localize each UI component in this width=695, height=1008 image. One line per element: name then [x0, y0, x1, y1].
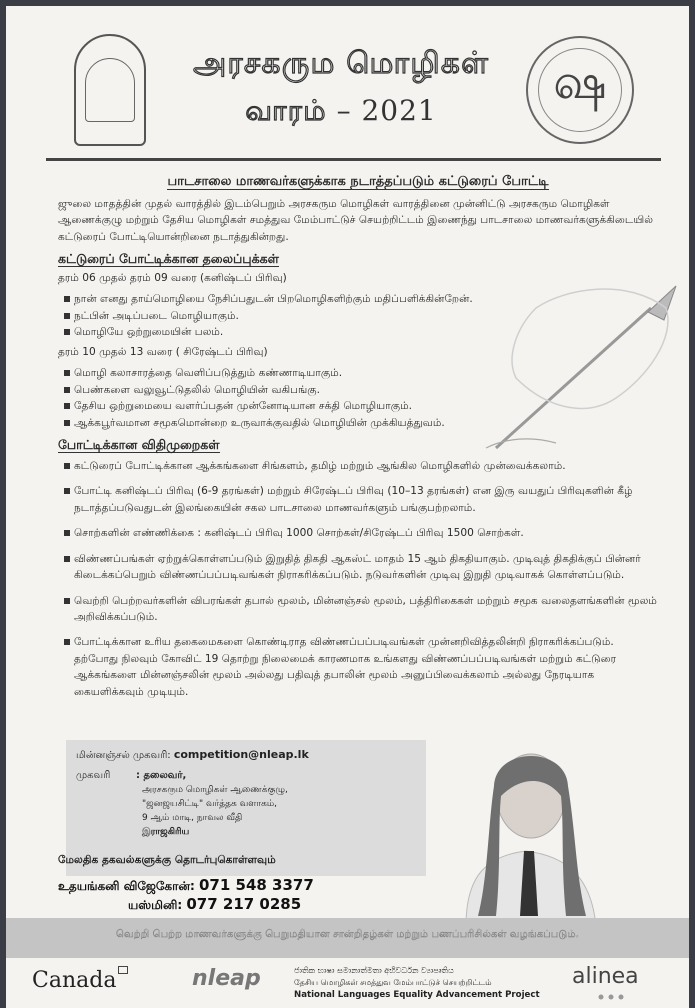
list-item: நான் எனது தாய்மொழியை நேசிப்பதுடன் பிறமொழிகளிற்கும் மதிப்பளிக்கின்றேன். — [64, 291, 658, 307]
contact-name: உதயங்கனி விஜேகோன்: — [58, 879, 195, 893]
languages-commission-logo-icon — [526, 36, 634, 144]
header — [6, 6, 689, 166]
canada-flag-icon — [118, 966, 128, 974]
prize-band — [6, 918, 689, 958]
junior-grade-label: தரம் 06 முதல் தரம் 09 வரை (கனிஷ்டப் பிரிவு) — [58, 272, 287, 285]
list-item: நட்பின் அடிப்படை மொழியாகும். — [64, 308, 658, 324]
lion-seal-icon — [85, 58, 135, 122]
list-item: மொழியே ஒற்றுமையின் பலம். — [64, 324, 658, 340]
list-item: மொழி கலாசாரத்தை வெளிப்படுத்தும் கண்ணாடியாகும். — [64, 365, 658, 381]
org-name-sinhala: ජාතික භාෂා සමානාත්මතා අභිවර්ධන ව්‍යාපෘතිය — [294, 966, 454, 975]
list-item: போட்டி கனிஷ்டப் பிரிவு (6-9 தரங்கள்) மற்றும் சிரேஷ்டப் பிரிவு (10–13 தரங்கள்) என இரு வயதுப் பிரிவுகளின் கீழ் நடாத்தப்படுவதுடன் இலங்கையின் சகல பாடசாலை மாணவர்களும் பங்குபற்றலாம். — [64, 483, 658, 516]
title-line-1: அரசகரும மொழிகள் — [192, 46, 490, 81]
title-separator: – — [336, 94, 352, 127]
email-label: மின்னஞ்சல் முகவரி: — [76, 750, 171, 761]
intro-paragraph: ஜுலை மாதத்தின் முதல் வாரத்தில் இடம்பெறும் அரசகரும மொழிகள் வாரத்தினை முன்னிட்டு அரசகரும மொழிகள் ஆணைக்குழு மற்றும் தேசிய மொழிகள் சமத்துவ மேம்பாட்டுச் செயற்றிட்டம் இணைந்து பாடசாலை மாணவர்களுக்கிடையில் கட்டுரைப் போட்டியொன்றினை நடாத்துகின்றது. — [58, 198, 654, 243]
address-line: 9 ஆம் மாடி, நாவல வீதி — [142, 813, 243, 823]
list-item: ஆக்கபூர்வமான சமூகமொன்றை உருவாக்குவதில் மொழியின் முக்கியத்துவம். — [64, 415, 658, 431]
list-item: போட்டிக்கான உரிய தகைமைகளை கொண்டிராத விண்ணப்பப்படிவங்கள் முன்னறிவித்தலின்றி நிராகரிக்கப்படும். தற்போது நிலவும் கோவிட் 19 தொற்று நிலைமைக் காரணமாக உங்களது விண்ணப்பப்படிவங்கள் மற்றும் கட்டுரை ஆக்கங்களை மின்னஞ்சலின் மூலம் அல்லது பதிவுத் தபாலின் மூலம் அனுப்பிவைக்கலாம் அல்லது நேரடியாக கையளிக்கவும் முடியும். — [64, 634, 658, 700]
address-line: அரசகரும மொழிகள் ஆணைக்குழு, — [142, 785, 288, 795]
contact-name: யஸ்மினி: — [128, 898, 183, 912]
phone-row — [128, 895, 301, 914]
alinea-logo: alinea — [572, 964, 639, 989]
address-label: முகவரி — [76, 770, 111, 781]
org-name-tamil: தேசிய மொழிகள் சமத்துவ மேம்பாட்டுச் செயற்றிட்டம் — [294, 978, 492, 987]
topics-heading: கட்டுரைப் போட்டிக்கான தலைப்புக்கள் — [58, 251, 279, 267]
title-year: 2021 — [361, 94, 437, 127]
list-item: கட்டுரைப் போட்டிக்கான ஆக்கங்களை சிங்களம், தமிழ் மற்றும் ஆங்கில மொழிகளில் முன்வைக்கலாம். — [64, 458, 658, 474]
phone-row — [58, 876, 314, 895]
list-item: விண்ணப்பங்கள் ஏற்றுக்கொள்ளப்படும் இறுதித் திகதி ஆகஸ்ட் மாதம் 15 ஆம் திகதியாகும். முடிவுத் திகதிக்குப் பின்னர் கிடைக்கப்பெறும் விண்ணப்பப்படிவங்கள் நிராகரிக்கப்படும். நடுவர்களின் முடிவு இறுதி முடிவாகக் கொள்ளப்படும். — [64, 551, 658, 584]
footer-logos — [6, 958, 689, 1008]
competition-subtitle: பாடசாலை மாணவர்களுக்காக நடாத்தப்படும் கட்டுரைப் போட்டி — [167, 174, 549, 189]
prize-note: வெற்றி பெற்ற மாணவர்களுக்கு பெறுமதியான சான்றிதழ்கள் மற்றும் பணப்பரிசில்கள் வழங்கப்படும். — [116, 929, 579, 940]
list-item: தேசிய ஒற்றுமையை வளர்ப்பதன் முன்னோடியான சக்தி மொழியாகும். — [64, 398, 658, 414]
list-item: சொற்களின் எண்ணிக்கை : கனிஷ்டப் பிரிவு 1000 சொற்கள்/சிரேஷ்டப் பிரிவு 1500 சொற்கள். — [64, 525, 658, 541]
canada-wordmark: Canada — [32, 968, 117, 993]
phone-number[interactable]: 071 548 3377 — [198, 876, 314, 894]
list-item: வெற்றி பெற்றவர்களின் விபரங்கள் தபால் மூலம், மின்னஞ்சல் மூலம், பத்திரிகைகள் மற்றும் சமூக வலைதளங்களின் மூலம் அறிவிக்கப்படும். — [64, 593, 658, 626]
address-line: இராஜகிரிய — [142, 827, 190, 837]
rules-list — [64, 458, 658, 700]
student-photo-icon — [426, 726, 626, 926]
inquiry-note: மேலதிக தகவல்களுக்கு தொடர்புகொள்ளவும் — [58, 854, 276, 866]
header-divider — [46, 158, 661, 161]
nleap-logo: nleap — [192, 966, 261, 991]
email-link[interactable]: competition@nleap.lk — [173, 748, 309, 761]
rules-heading: போட்டிக்கான விதிமுறைகள் — [58, 437, 220, 453]
org-name-english: National Languages Equality Advancement Project — [294, 990, 540, 1000]
title-week-word: வாரம் — [245, 94, 327, 127]
senior-topic-list — [64, 365, 658, 431]
poster-page — [6, 6, 689, 1008]
email-row — [76, 748, 309, 762]
senior-grade-label: தரம் 10 முதல் 13 வரை ( சிரேஷ்டப் பிரிவு) — [58, 346, 268, 359]
main-content — [58, 174, 658, 709]
logo-letter: ஷ — [553, 54, 607, 110]
list-item: பெண்களை வலுவூட்டுதலில் மொழியின் வகிபங்கு. — [64, 382, 658, 398]
title-line-2 — [176, 94, 506, 131]
address-line: "ஜனஜயசிட்டி" வர்த்தக வளாகம், — [142, 799, 277, 809]
alinea-dots-icon — [596, 994, 626, 1000]
sri-lanka-emblem-icon — [74, 34, 146, 146]
junior-topic-list — [64, 291, 658, 340]
phone-number[interactable]: 077 217 0285 — [186, 895, 302, 913]
address-line: : தலைவர், — [136, 770, 187, 781]
